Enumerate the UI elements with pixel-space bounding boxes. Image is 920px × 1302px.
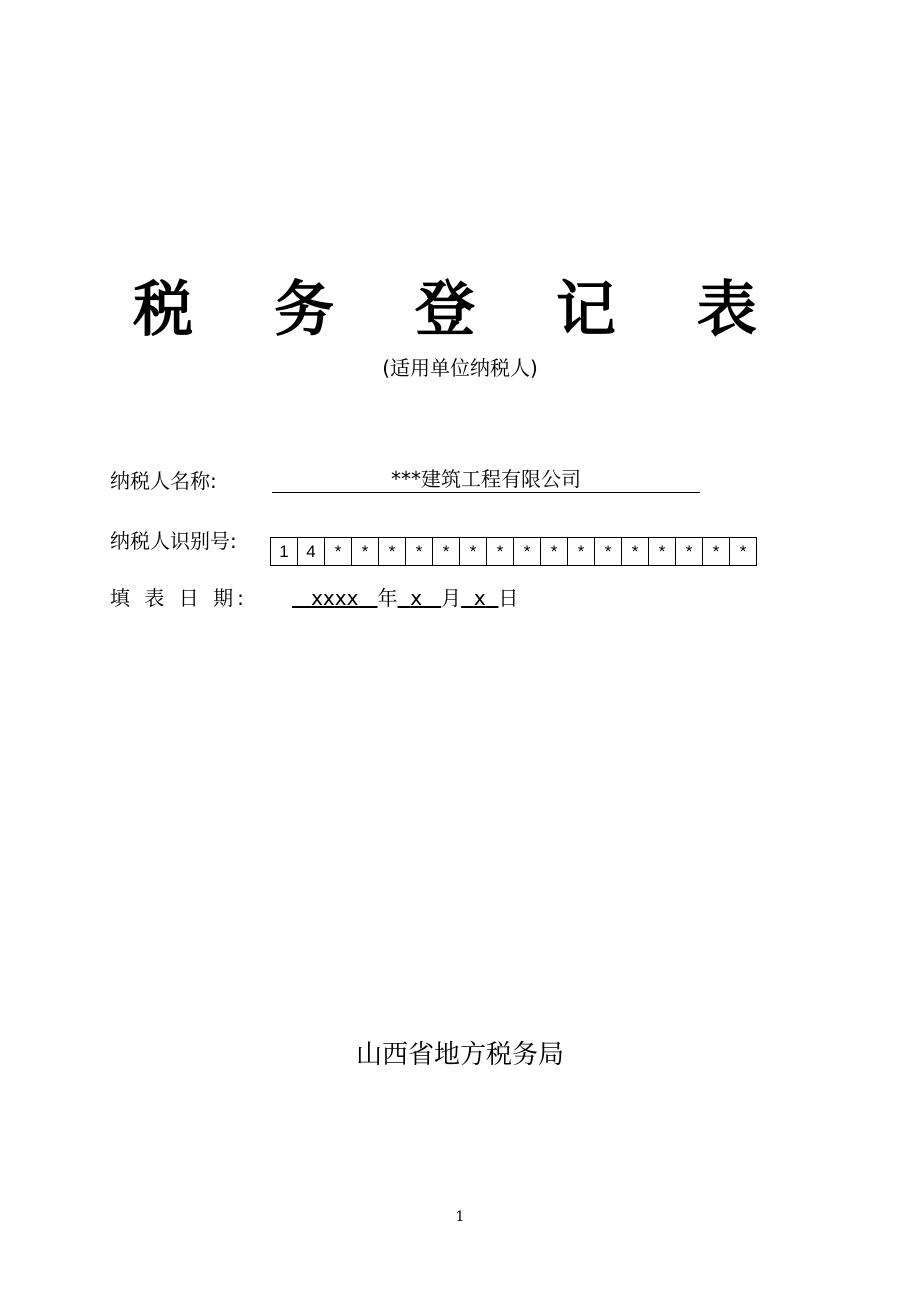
id-digit-box[interactable]: * xyxy=(649,538,676,565)
issuing-authority: 山西省地方税务局 xyxy=(355,1040,564,1070)
id-digit-box[interactable]: 1 xyxy=(271,538,298,565)
id-digit-box[interactable]: * xyxy=(703,538,730,565)
form-subtitle: (适用单位纳税人) xyxy=(382,356,538,380)
taxpayer-id-label: 纳税人识别号: xyxy=(110,529,237,553)
id-digit-box[interactable]: * xyxy=(541,538,568,565)
id-digit-box[interactable]: * xyxy=(514,538,541,565)
date-day-unit: 日 xyxy=(498,586,519,610)
page-number: 1 xyxy=(455,1209,465,1225)
id-digit-box[interactable]: * xyxy=(352,538,379,565)
id-digit-box[interactable]: * xyxy=(379,538,406,565)
taxpayer-id-boxes[interactable] xyxy=(270,537,757,566)
id-digit-box[interactable]: * xyxy=(622,538,649,565)
fill-date-label: 填 表 日 期: xyxy=(110,586,248,610)
id-digit-box[interactable]: * xyxy=(595,538,622,565)
id-digit-box[interactable]: * xyxy=(406,538,433,565)
id-digit-box[interactable]: 4 xyxy=(298,538,325,565)
id-digit-box[interactable]: * xyxy=(487,538,514,565)
id-digit-box[interactable]: * xyxy=(676,538,703,565)
fill-date-field[interactable] xyxy=(292,585,518,611)
date-month-value[interactable]: x xyxy=(410,586,423,610)
id-digit-box[interactable]: * xyxy=(325,538,352,565)
id-digit-box[interactable]: * xyxy=(739,542,747,561)
form-title: 税 务 登 记 表 xyxy=(133,275,787,345)
taxpayer-name-label: 纳税人名称: xyxy=(110,469,217,493)
date-year-value[interactable]: xxxx xyxy=(311,586,359,610)
date-month-unit: 月 xyxy=(441,586,462,610)
date-year-unit: 年 xyxy=(377,586,398,610)
taxpayer-name-field[interactable] xyxy=(272,466,700,493)
date-day-value[interactable]: x xyxy=(473,586,486,610)
id-digit-box[interactable]: * xyxy=(568,538,595,565)
taxpayer-name-value: ***建筑工程有限公司 xyxy=(391,467,581,491)
id-digit-box[interactable]: * xyxy=(460,538,487,565)
id-digit-box[interactable]: * xyxy=(433,538,460,565)
